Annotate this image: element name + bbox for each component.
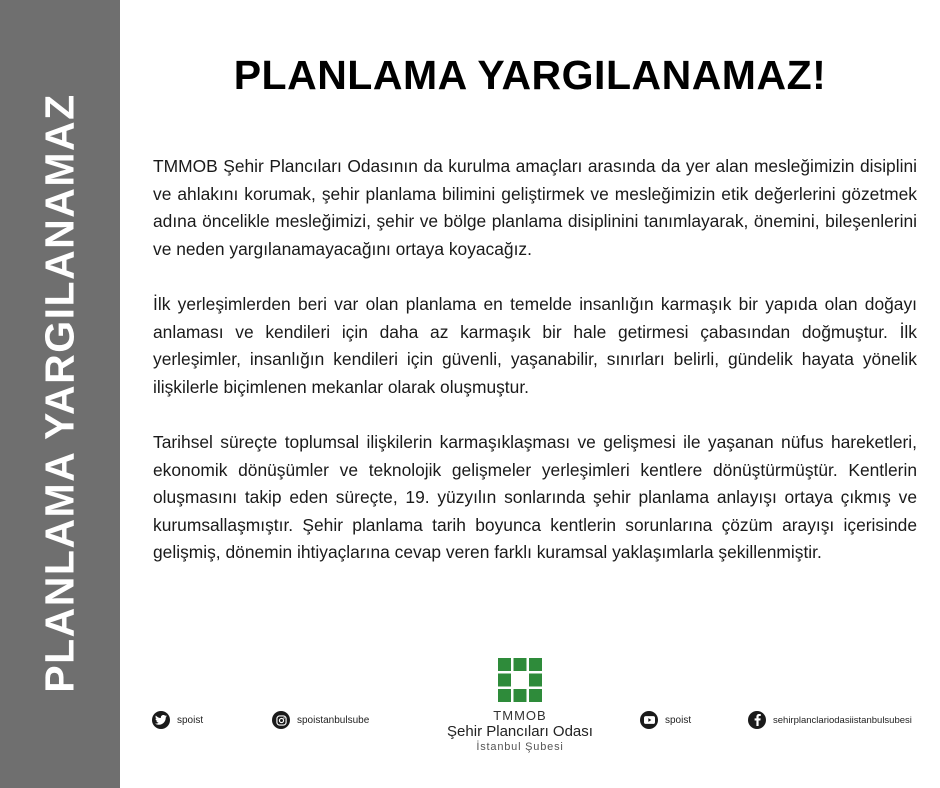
logo-line-org-name: Şehir Plancıları Odası	[447, 723, 593, 740]
page-title: PLANLAMA YARGILANAMAZ!	[233, 52, 827, 98]
tmmob-logo	[440, 658, 600, 754]
instagram-handle: spoistanbulsube	[297, 714, 370, 726]
facebook-handle: sehirplanclariodasiistanbulsubesi	[773, 714, 912, 726]
youtube-link[interactable]	[640, 711, 691, 729]
tmmob-logo-mark	[498, 658, 542, 702]
youtube-handle: spoist	[665, 714, 692, 726]
youtube-icon	[640, 711, 658, 729]
twitter-link[interactable]	[152, 711, 203, 729]
paragraph-2: İlk yerleşimlerden beri var olan planlama en temelde insanlığın karmaşık bir yapıda olan doğayı anlaması ve kendileri için daha az karmaşık bir hale getirmesi çabasından doğmuştur. İlk yerleşimler, insanlığın kendileri için güvenli, yaşanabilir, sınırları belirli, gündelik hayata yönelik ilişkilerle biçimlenen mekanlar olarak oluşmuştur.	[153, 293, 917, 397]
sidebar-vertical-title: PLANLAMA YARGILANAMAZ	[36, 93, 83, 693]
twitter-handle: spoist	[177, 714, 204, 726]
paragraph-1: TMMOB Şehir Plancıları Odasının da kurulma amaçları arasında da yer alan mesleğimizin disiplini ve ahlakını korumak, şehir planlama bilimini geliştirmek ve mesleğimizin etik değerlerini gözetmek adına öncelikle mesleğimizi, şehir ve bölge planlama disiplinini tanımlayarak, önemini, bileşenlerini ve neden yargılanamayacağını ortaya koyacağız.	[153, 156, 917, 259]
instagram-icon	[272, 711, 290, 729]
article-body	[153, 153, 917, 595]
logo-line-branch: İstanbul Şubesi	[476, 741, 564, 753]
instagram-link[interactable]	[272, 711, 369, 729]
sidebar	[0, 0, 120, 788]
facebook-icon	[748, 711, 766, 729]
paragraph-3: Tarihsel süreçte toplumsal ilişkilerin karmaşıklaşması ve gelişmesi ile yaşanan nüfus hareketleri, ekonomik dönüşümler ve teknolojik gelişmeler yerleşimleri kentlere dönüştürmüştür. Kentlerin oluşmasını takip eden süreçte, 19. yüzyılın sonlarında şehir planlama anlayışı ortaya çıkmış ve kurumsallaşmıştır. Şehir planlama tarih boyunca kentlerin sorunlarına çözüm arayışı içerisinde gelişmiş, dönemin ihtiyaçlarına cevap veren farklı kuramsal yaklaşımlarla şekillenmiştir.	[153, 431, 917, 563]
facebook-link[interactable]	[748, 711, 912, 729]
twitter-icon	[152, 711, 170, 729]
logo-line-tmmob: TMMOB	[493, 708, 547, 723]
